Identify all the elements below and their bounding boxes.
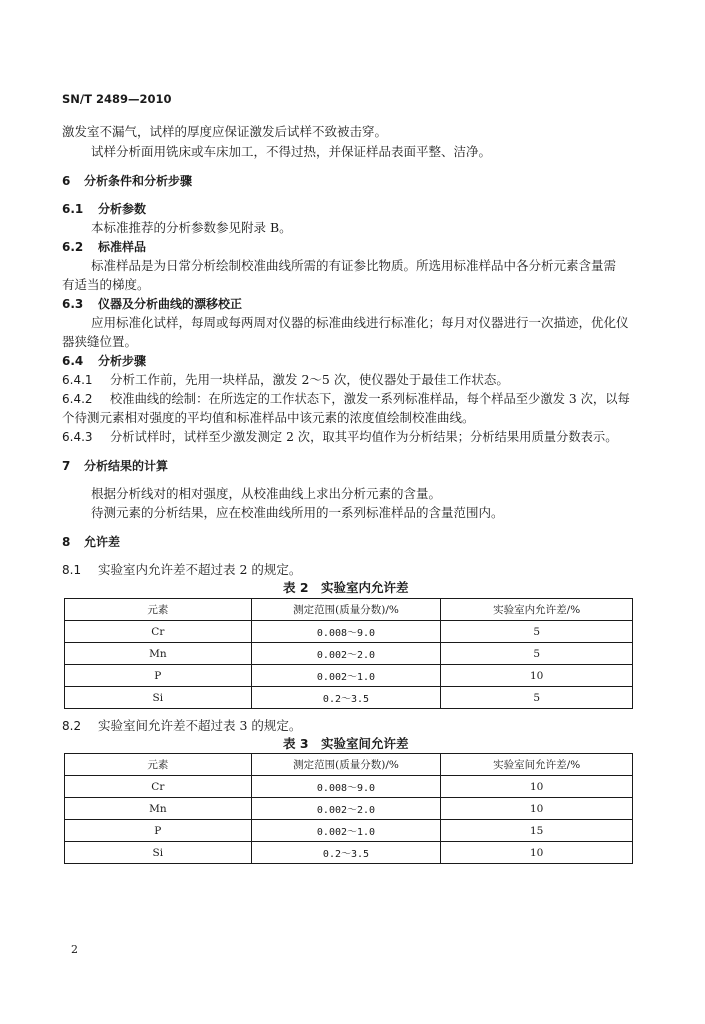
paragraph: 试样分析面用铣床或车床加工，不得过热，并保证样品表面平整、洁净。 [91,144,492,159]
table-inter-lab-tolerance [64,753,633,864]
element-cell: Si [65,842,252,864]
section-title: 允许差 [84,535,121,549]
table-row [65,665,633,687]
table-row [65,621,633,643]
header-cell: 实验室内允许差/% [441,599,633,621]
paragraph: 实验室间允许差不超过表 3 的规定。 [98,718,302,733]
table-row [65,776,633,798]
section-title: 仪器及分析曲线的漂移校正 [98,297,243,311]
paragraph: 分析试样时，试样至少激发测定 2 次，取其平均值作为分析结果；分析结果用质量分数表示。 [110,430,618,444]
section-number: 6.1 [62,202,84,216]
section-title: 分析参数 [98,202,147,216]
section-number: 8 [62,535,71,549]
section-number: 8.1 [62,563,82,577]
element-cell: Mn [65,798,252,820]
section-title: 分析结果的计算 [84,459,169,473]
range-cell: 0.002～1.0 [251,665,441,687]
tolerance-cell: 15 [441,820,633,842]
element-cell: Mn [65,643,252,665]
tolerance-cell: 10 [441,842,633,864]
range-cell: 0.2～3.5 [251,842,441,864]
tolerance-cell: 5 [441,621,633,643]
paragraph: 激发室不漏气，试样的厚度应保证激发后试样不致被击穿。 [62,124,388,139]
paragraph: 应用标准化试样，每周或每两周对仪器的标准曲线进行标准化；每月对仪器进行一次描迹，优化仪 [91,315,629,330]
table-row [65,842,633,864]
range-cell: 0.008～9.0 [251,621,441,643]
table-row [65,643,633,665]
section-number: 6.3 [62,297,84,311]
range-cell: 0.002～2.0 [251,798,441,820]
header-cell: 元素 [65,754,252,776]
table-row [65,798,633,820]
table-lab-internal-tolerance [64,598,633,709]
paragraph: 有适当的梯度。 [62,277,150,292]
paragraph: 待测元素的分析结果，应在校准曲线所用的一系列标准样品的含量范围内。 [91,505,504,520]
range-cell: 0.008～9.0 [251,776,441,798]
section-number: 6.4 [62,354,84,368]
paragraph: 校准曲线的绘制：在所选定的工作状态下，激发一系列标准样品，每个样品至少激发 3 次，以每 [110,392,630,406]
table-header-row [65,754,633,776]
element-cell: P [65,820,252,842]
header-cell: 实验室间允许差/% [441,754,633,776]
range-cell: 0.2～3.5 [251,687,441,709]
element-cell: Si [65,687,252,709]
section-title: 分析条件和分析步骤 [84,174,193,188]
paragraph: 器狭缝位置。 [62,334,138,349]
tolerance-cell: 10 [441,665,633,687]
element-cell: Cr [65,621,252,643]
range-cell: 0.002～2.0 [251,643,441,665]
table-header-row [65,599,633,621]
table-row [65,687,633,709]
paragraph: 个待测元素相对强度的平均值和标准样品中该元素的浓度值绘制校准曲线。 [62,410,475,425]
page-number: 2 [71,943,78,956]
tolerance-cell: 10 [441,798,633,820]
range-cell: 0.002～1.0 [251,820,441,842]
paragraph: 分析工作前，先用一块样品，激发 2～5 次，使仪器处于最佳工作状态。 [110,372,509,387]
section-title: 标准样品 [98,240,147,254]
tolerance-cell: 5 [441,643,633,665]
paragraph: 实验室内允许差不超过表 2 的规定。 [98,562,302,577]
document-header: SN/T 2489—2010 [62,92,172,106]
tolerance-cell: 5 [441,687,633,709]
paragraph: 标准样品是为日常分析绘制校准曲线所需的有证参比物质。所选用标准样品中各分析元素含量需 [91,258,617,273]
header-cell: 元素 [65,599,252,621]
section-number: 6.4.2 [62,392,93,406]
table-caption: 表 2 实验室内允许差 [283,580,409,595]
paragraph: 本标准推荐的分析参数参见附录 B。 [91,220,292,235]
tolerance-cell: 10 [441,776,633,798]
section-number: 6.2 [62,240,84,254]
section-title: 分析步骤 [98,354,147,368]
section-number: 8.2 [62,719,82,733]
table-caption: 表 3 实验室间允许差 [283,736,409,751]
table-row [65,820,633,842]
section-number: 6.4.3 [62,430,93,444]
section-number: 6.4.1 [62,373,93,387]
element-cell: P [65,665,252,687]
header-cell: 测定范围(质量分数)/% [251,599,441,621]
header-cell: 测定范围(质量分数)/% [251,754,441,776]
paragraph: 根据分析线对的相对强度，从校准曲线上求出分析元素的含量。 [91,486,442,501]
element-cell: Cr [65,776,252,798]
section-number: 7 [62,459,71,473]
section-number: 6 [62,174,71,188]
